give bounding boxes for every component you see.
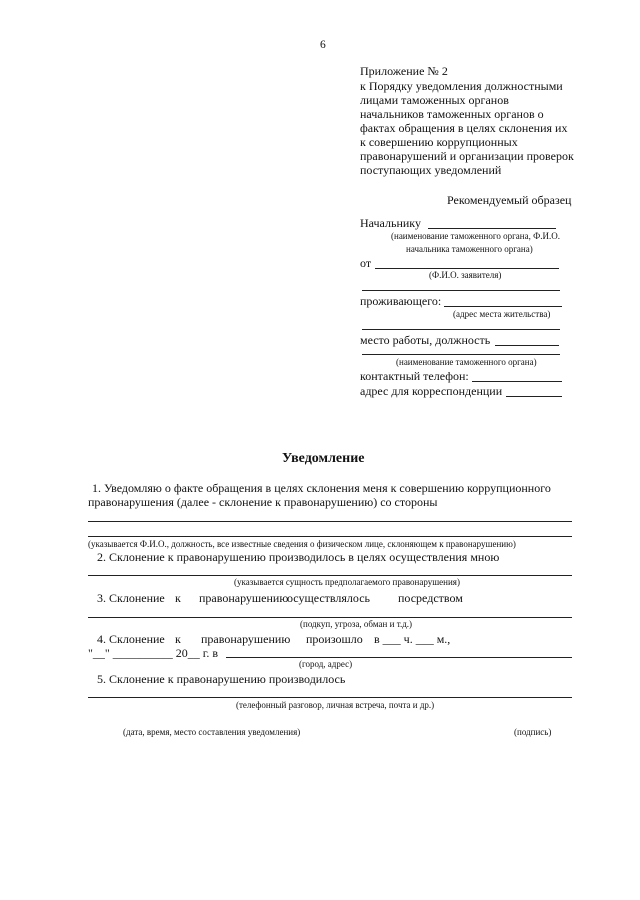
phone-label: контактный телефон:	[360, 369, 469, 383]
p1-line2: правонарушения (далее - склонение к правонарушению) со стороны	[88, 495, 438, 509]
p4-a: 4. Склонение	[97, 632, 165, 646]
p2-text: 2. Склонение к правонарушению производилось в целях осуществления мною	[97, 550, 500, 564]
to-hint-2: начальника таможенного органа)	[406, 244, 533, 254]
p4-hint: (город, адрес)	[299, 659, 353, 669]
notice-title: Уведомление	[282, 451, 365, 466]
appendix-title: Приложение № 2	[360, 64, 448, 78]
residing-line-2	[362, 329, 560, 330]
p4-b: к	[175, 632, 181, 646]
appendix-line: начальников таможенных органов о	[360, 107, 544, 121]
phone-line	[472, 381, 562, 382]
from-hint: (Ф.И.О. заявителя)	[429, 270, 502, 280]
footer-date-place: (дата, время, место составления уведомления)	[123, 727, 301, 737]
appendix-line: к совершению коррупционных	[360, 135, 518, 149]
residing-line	[444, 306, 562, 307]
p2-hint: (указывается сущность предполагаемого правонарушения)	[234, 577, 460, 587]
p1-line1: 1. Уведомляю о факте обращения в целях склонения меня к совершению коррупционного	[92, 481, 551, 495]
p3-c: правонарушению	[199, 591, 289, 605]
p3-e: посредством	[398, 591, 463, 605]
residing-hint: (адрес места жительства)	[453, 309, 551, 319]
appendix-line: поступающих уведомлений	[360, 163, 502, 177]
address-line	[506, 396, 562, 397]
p3-hint: (подкуп, угроза, обман и т.д.)	[300, 619, 413, 629]
footer-signature: (подпись)	[514, 727, 552, 737]
p4-d: произошло	[306, 632, 363, 646]
work-line	[495, 345, 559, 346]
work-line-2	[362, 354, 560, 355]
work-label: место работы, должность	[360, 333, 491, 347]
p1-line-b	[88, 536, 572, 537]
from-line-2	[362, 290, 560, 291]
p4-e: в ___ ч. ___ м.,	[374, 632, 451, 646]
p2-line	[88, 575, 572, 576]
from-line	[375, 268, 559, 269]
address-label: адрес для корреспонденции	[360, 384, 503, 398]
p1-line-a	[88, 521, 572, 522]
recommended-sample: Рекомендуемый образец	[447, 193, 572, 207]
residing-label: проживающего:	[360, 294, 442, 308]
p3-line	[88, 617, 572, 618]
page-number: 6	[320, 39, 326, 51]
p3-d: осуществлялось	[287, 591, 371, 605]
from-label: от	[360, 256, 372, 270]
p4-line	[226, 657, 572, 658]
work-hint: (наименование таможенного органа)	[396, 357, 537, 367]
appendix-line: правонарушений и организации проверок	[360, 149, 574, 163]
p5-hint: (телефонный разговор, личная встреча, почта и др.)	[236, 700, 435, 710]
p5-line	[88, 697, 572, 698]
appendix-line: к Порядку уведомления должностными	[360, 79, 563, 93]
to-hint-1: (наименование таможенного органа, Ф.И.О.	[391, 231, 560, 241]
appendix-line: лицами таможенных органов	[360, 93, 509, 107]
p3-b: к	[175, 591, 181, 605]
to-label: Начальнику	[360, 216, 421, 230]
appendix-line: фактах обращения в целях склонения их	[360, 121, 568, 135]
p3-a: 3. Склонение	[97, 591, 165, 605]
to-line	[428, 228, 556, 229]
p4-c: правонарушению	[201, 632, 291, 646]
p1-hint: (указывается Ф.И.О., должность, все известные сведения о физическом лице, склоняющем к правонарушению)	[88, 539, 516, 549]
p5-text: 5. Склонение к правонарушению производилось	[97, 672, 346, 686]
p4-date: "__" __________ 20__ г. в	[88, 646, 219, 660]
